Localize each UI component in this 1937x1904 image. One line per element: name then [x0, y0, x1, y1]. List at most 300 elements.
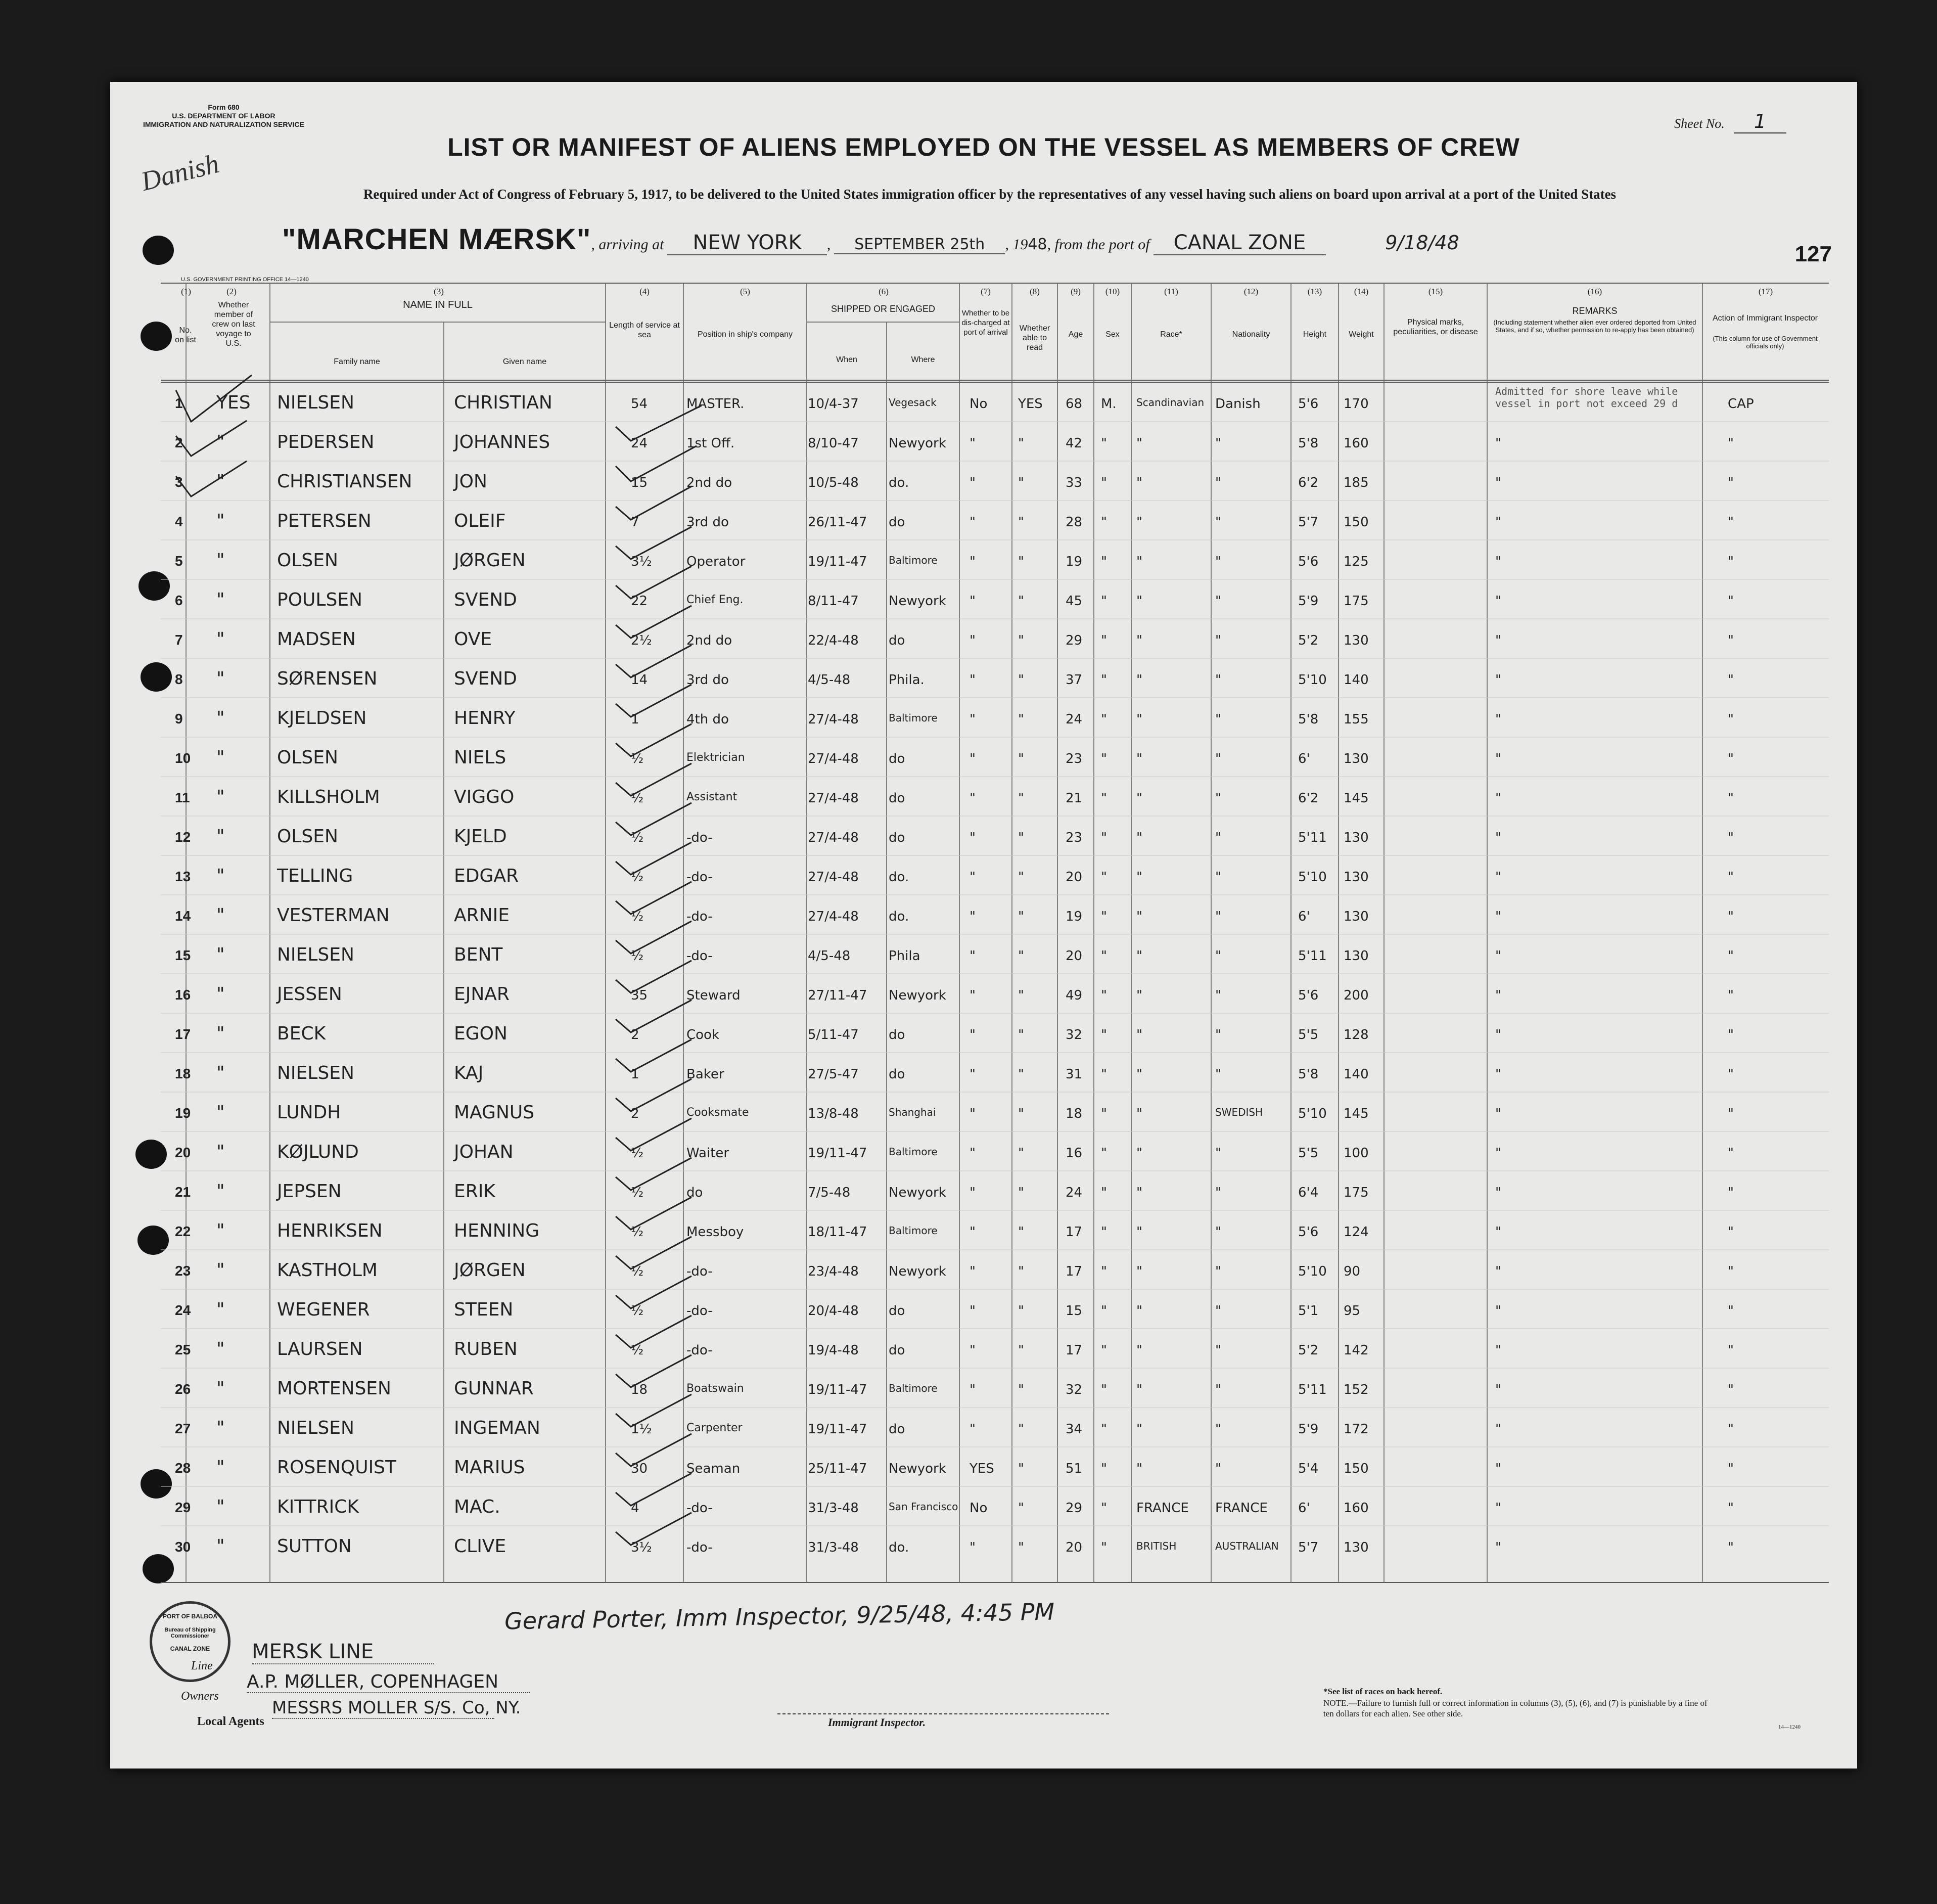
cell-disch: " — [970, 1146, 976, 1161]
cell-action: " — [1728, 475, 1734, 490]
cell-weight: 160 — [1344, 436, 1369, 451]
cell-when: 10/5-48 — [808, 475, 859, 490]
cell-given: MAC. — [454, 1497, 500, 1517]
cell-read: " — [1018, 1303, 1024, 1319]
cell-member: " — [216, 1418, 225, 1438]
cell-action: " — [1728, 988, 1734, 1003]
date-written: 9/18/48 — [1385, 232, 1459, 254]
cell-member: " — [216, 1102, 225, 1123]
cell-race: " — [1136, 1106, 1142, 1121]
cell-service: 1½ — [631, 1422, 652, 1437]
header-nationality: Nationality — [1232, 330, 1270, 339]
cell-no: 27 — [175, 1421, 191, 1436]
table-row — [110, 1329, 1857, 1368]
cell-member: " — [216, 787, 225, 807]
cell-nationality: " — [1215, 1146, 1221, 1161]
vessel-line: "MARCHEN MÆRSK", arriving at NEW YORK , SEPTEMBER 25th , 1948, from the port of CANAL ZONE 9/18/48 — [282, 223, 1459, 256]
cell-position: -do- — [686, 1343, 713, 1358]
cell-family: BECK — [277, 1023, 326, 1044]
cell-family: NIELSEN — [277, 944, 354, 965]
cell-when: 20/4-48 — [808, 1303, 859, 1319]
cell-no: 3 — [175, 474, 183, 490]
agents-label: Local Agents — [197, 1715, 264, 1728]
cell-no: 12 — [175, 829, 191, 845]
cell-when: 19/4-48 — [808, 1343, 859, 1358]
page-title: LIST OR MANIFEST OF ALIENS EMPLOYED ON THE VESSEL AS MEMBERS OF CREW — [447, 133, 1520, 161]
table-row — [110, 1092, 1857, 1131]
cell-race: " — [1136, 988, 1142, 1003]
header-race: Race* — [1160, 330, 1182, 339]
cell-read: " — [1018, 1422, 1024, 1437]
cell-race: " — [1136, 1225, 1142, 1240]
table-row — [110, 422, 1857, 461]
cell-when: 31/3-48 — [808, 1501, 859, 1516]
cell-member: " — [216, 1220, 225, 1241]
cell-remarks: " — [1495, 1461, 1501, 1476]
cell-member: " — [216, 629, 225, 650]
cell-age: 28 — [1066, 515, 1083, 530]
cell-when: 25/11-47 — [808, 1461, 867, 1476]
table-row — [110, 1447, 1857, 1486]
sheet-value: 1 — [1734, 110, 1786, 133]
colnum-13: (13) — [1307, 287, 1322, 296]
cell-nationality: " — [1215, 1027, 1221, 1042]
cell-nationality: AUSTRALIAN — [1215, 1540, 1279, 1552]
cell-where: Newyork — [889, 1185, 946, 1200]
cell-member: " — [216, 1457, 225, 1478]
cell-nationality: " — [1215, 712, 1221, 727]
cell-service: ½ — [631, 1146, 644, 1161]
cell-height: 5'1 — [1298, 1303, 1319, 1319]
cell-where: Baltimore — [889, 1146, 938, 1158]
cell-no: 14 — [175, 908, 191, 924]
cell-weight: 170 — [1344, 396, 1369, 412]
cell-where: Phila. — [889, 672, 925, 688]
cell-service: 18 — [631, 1382, 648, 1397]
cell-no: 9 — [175, 711, 183, 727]
cell-action: " — [1728, 1501, 1734, 1516]
cell-where: Shanghai — [889, 1106, 936, 1118]
cell-disch: " — [970, 751, 976, 766]
cell-sex: " — [1101, 751, 1107, 766]
cell-read: " — [1018, 436, 1024, 451]
cell-weight: 150 — [1344, 515, 1369, 530]
cell-family: KILLSHOLM — [277, 787, 380, 807]
cell-no: 4 — [175, 514, 183, 529]
table-row — [110, 737, 1857, 777]
cell-where: Baltimore — [889, 712, 938, 724]
table-row — [110, 895, 1857, 934]
cell-where: Newyork — [889, 1461, 946, 1476]
cell-nationality: " — [1215, 1225, 1221, 1240]
table-row — [110, 1368, 1857, 1408]
cell-disch: " — [970, 791, 976, 806]
cell-age: 23 — [1066, 830, 1083, 845]
cell-no: 19 — [175, 1105, 191, 1121]
colnum-5: (5) — [740, 287, 750, 296]
cell-sex: " — [1101, 870, 1107, 885]
cell-sex: " — [1101, 1225, 1107, 1240]
cell-weight: 130 — [1344, 870, 1369, 885]
cell-service: 54 — [631, 396, 648, 412]
cell-age: 24 — [1066, 1185, 1083, 1200]
cell-family: OLSEN — [277, 747, 338, 768]
header-remarks-sub: (Including statement whether alien ever ordered deported from United States, and if so, whether permission to re-apply has been obtained) — [1493, 319, 1696, 334]
cell-sex: " — [1101, 1501, 1107, 1516]
cell-family: KJELDSEN — [277, 708, 367, 729]
cell-position: do — [686, 1185, 703, 1200]
cell-action: " — [1728, 1106, 1734, 1121]
cell-race: " — [1136, 870, 1142, 885]
cell-member: " — [216, 590, 225, 610]
colnum-17: (17) — [1758, 287, 1773, 296]
cell-action: " — [1728, 870, 1734, 885]
cell-weight: 185 — [1344, 475, 1369, 490]
cell-sex: " — [1101, 633, 1107, 648]
cell-age: 21 — [1066, 791, 1083, 806]
cell-sex: " — [1101, 948, 1107, 964]
cell-when: 18/11-47 — [808, 1225, 867, 1240]
cell-weight: 152 — [1344, 1382, 1369, 1397]
cell-race: " — [1136, 1027, 1142, 1042]
cell-action: " — [1728, 554, 1734, 569]
cell-family: KITTRICK — [277, 1497, 359, 1517]
cell-height: 5'9 — [1298, 1422, 1319, 1437]
cell-action: " — [1728, 948, 1734, 964]
cell-age: 20 — [1066, 870, 1083, 885]
cell-disch: " — [970, 830, 976, 845]
cell-disch: " — [970, 1225, 976, 1240]
table-row — [110, 1171, 1857, 1210]
cell-service: ½ — [631, 830, 644, 845]
cell-given: JØRGEN — [454, 1260, 526, 1281]
cell-disch: No — [970, 396, 988, 412]
colnum-10: (10) — [1105, 287, 1120, 296]
cell-when: 27/4-48 — [808, 870, 859, 885]
table-row — [110, 1250, 1857, 1289]
cell-height: 5'10 — [1298, 1264, 1327, 1279]
cell-position: 3rd do — [686, 515, 729, 530]
cell-action: " — [1728, 1225, 1734, 1240]
cell-remarks: " — [1495, 672, 1501, 688]
cell-member: " — [216, 471, 225, 492]
cell-family: LUNDH — [277, 1102, 341, 1123]
cell-remarks: " — [1495, 633, 1501, 648]
table-row — [110, 382, 1857, 422]
cell-sex: " — [1101, 1303, 1107, 1319]
cell-height: 5'6 — [1298, 1225, 1319, 1240]
cell-no: 2 — [175, 435, 183, 450]
owners-value: A.P. MØLLER, COPENHAGEN — [247, 1671, 530, 1693]
agency-line2: IMMIGRATION AND NATURALIZATION SERVICE — [143, 120, 304, 128]
cell-member: " — [216, 944, 225, 965]
cell-remarks: " — [1495, 988, 1501, 1003]
owners-label: Owners — [181, 1690, 219, 1703]
cell-disch: " — [970, 1303, 976, 1319]
danish-annotation: Danish — [138, 148, 222, 197]
cell-age: 32 — [1066, 1382, 1083, 1397]
cell-nationality: Danish — [1215, 396, 1261, 412]
cell-race: " — [1136, 948, 1142, 964]
cell-weight: 95 — [1344, 1303, 1361, 1319]
cell-given: INGEMAN — [454, 1418, 540, 1438]
cell-where: do. — [889, 1540, 909, 1555]
cell-weight: 130 — [1344, 909, 1369, 924]
cell-when: 13/8-48 — [808, 1106, 859, 1121]
cell-family: NIELSEN — [277, 1418, 354, 1438]
cell-sex: " — [1101, 830, 1107, 845]
header-member: Whether member of crew on last voyage to U.S. — [212, 301, 255, 348]
cell-given: EJNAR — [454, 984, 510, 1005]
cell-weight: 130 — [1344, 1540, 1369, 1555]
table-row — [110, 1210, 1857, 1250]
cell-weight: 200 — [1344, 988, 1369, 1003]
table-row — [110, 974, 1857, 1013]
table-row — [110, 619, 1857, 658]
cell-age: 23 — [1066, 751, 1083, 766]
cell-family: PETERSEN — [277, 511, 372, 531]
header-sex: Sex — [1105, 330, 1120, 339]
cell-sex: " — [1101, 909, 1107, 924]
cell-height: 5'8 — [1298, 1067, 1319, 1082]
cell-where: Baltimore — [889, 1225, 938, 1237]
cell-remarks: " — [1495, 1540, 1501, 1555]
cell-no: 17 — [175, 1026, 191, 1042]
cell-disch: " — [970, 870, 976, 885]
cell-nationality: " — [1215, 554, 1221, 569]
cell-race: " — [1136, 830, 1142, 845]
colnum-9: (9) — [1071, 287, 1081, 296]
cell-service: 1 — [631, 712, 639, 727]
agents-value: MESSRS MOLLER S/S. Co, NY. — [272, 1698, 521, 1718]
cell-given: JOHANNES — [454, 432, 550, 452]
cell-action: " — [1728, 1422, 1734, 1437]
cell-given: KAJ — [454, 1063, 484, 1083]
line-value: MERSK LINE — [252, 1640, 434, 1664]
cell-nationality: " — [1215, 633, 1221, 648]
stamp-line2: Bureau of Shipping Commissioner — [164, 1627, 216, 1639]
cell-read: YES — [1018, 396, 1043, 412]
cell-age: 17 — [1066, 1225, 1083, 1240]
cell-nationality: FRANCE — [1215, 1501, 1268, 1516]
cell-remarks: " — [1495, 909, 1501, 924]
cell-weight: 125 — [1344, 554, 1369, 569]
cell-race: " — [1136, 1264, 1142, 1279]
cell-service: 4 — [631, 1501, 639, 1516]
cell-action: " — [1728, 751, 1734, 766]
table-row — [110, 579, 1857, 619]
cell-family: SØRENSEN — [277, 668, 378, 689]
cell-race: " — [1136, 436, 1142, 451]
table-row — [110, 934, 1857, 974]
cell-service: 3½ — [631, 554, 652, 569]
header-family: Family name — [334, 357, 380, 366]
cell-action: " — [1728, 1264, 1734, 1279]
cell-position: Waiter — [686, 1146, 729, 1161]
header-service: Length of service at sea — [609, 321, 680, 339]
cell-remarks: " — [1495, 1501, 1501, 1516]
cell-age: 33 — [1066, 475, 1083, 490]
cell-member: " — [216, 747, 225, 768]
cell-member: " — [216, 668, 225, 689]
cell-no: 18 — [175, 1066, 191, 1081]
cell-sex: " — [1101, 1461, 1107, 1476]
cell-given: NIELS — [454, 747, 506, 768]
cell-family: NIELSEN — [277, 1063, 354, 1083]
cell-read: " — [1018, 475, 1024, 490]
cell-when: 26/11-47 — [808, 515, 867, 530]
cell-service: 2½ — [631, 633, 652, 648]
table-row — [110, 658, 1857, 698]
inspector-signature: Gerard Porter, Imm Inspector, 9/25/48, 4:45 PM — [504, 1598, 1055, 1635]
cell-height: 6' — [1298, 1501, 1310, 1516]
cell-family: JESSEN — [277, 984, 342, 1005]
cell-race: " — [1136, 712, 1142, 727]
colnum-7: (7) — [981, 287, 991, 296]
cell-service: ½ — [631, 1225, 644, 1240]
cell-weight: 130 — [1344, 751, 1369, 766]
cell-remarks: " — [1495, 870, 1501, 885]
cell-when: 27/11-47 — [808, 988, 867, 1003]
cell-when: 8/10-47 — [808, 436, 859, 451]
cell-given: ERIK — [454, 1181, 495, 1202]
cell-age: 32 — [1066, 1027, 1083, 1042]
cell-service: 22 — [631, 594, 648, 609]
cell-family: OLSEN — [277, 826, 338, 847]
table-row — [110, 816, 1857, 855]
cell-sex: " — [1101, 712, 1107, 727]
cell-position: 1st Off. — [686, 436, 735, 451]
cell-age: 49 — [1066, 988, 1083, 1003]
colnum-2: (2) — [226, 287, 237, 296]
cell-nationality: " — [1215, 909, 1221, 924]
requirement-text: Required under Act of Congress of February 5, 1917, to be delivered to the United States immigration officer by the representatives of any vessel having such aliens on board upon arrival at a port of the United States — [363, 187, 1617, 202]
cell-sex: " — [1101, 1540, 1107, 1555]
cell-read: " — [1018, 1106, 1024, 1121]
cell-race: " — [1136, 1067, 1142, 1082]
cell-nationality: " — [1215, 751, 1221, 766]
cell-member: " — [216, 866, 225, 886]
cell-no: 7 — [175, 632, 183, 648]
cell-when: 19/11-47 — [808, 554, 867, 569]
from-port: CANAL ZONE — [1154, 231, 1326, 255]
cell-family: OLSEN — [277, 550, 338, 571]
cell-remarks: " — [1495, 1264, 1501, 1279]
cell-no: 22 — [175, 1223, 191, 1239]
cell-disch: " — [970, 988, 976, 1003]
header-physical: Physical marks, peculiarities, or disease — [1393, 318, 1478, 336]
cell-position: 3rd do — [686, 672, 729, 688]
cell-read: " — [1018, 1501, 1024, 1516]
cell-position: Operator — [686, 554, 746, 569]
cell-read: " — [1018, 712, 1024, 727]
cell-action: " — [1728, 1146, 1734, 1161]
cell-when: 27/4-48 — [808, 909, 859, 924]
cell-position: -do- — [686, 1264, 713, 1279]
cell-race: " — [1136, 672, 1142, 688]
cell-service: 2 — [631, 1027, 639, 1042]
cell-race: " — [1136, 1343, 1142, 1358]
cell-remarks: " — [1495, 515, 1501, 530]
cell-race: " — [1136, 475, 1142, 490]
cell-position: -do- — [686, 1303, 713, 1319]
cell-position: -do- — [686, 830, 713, 845]
year-prefix: , 19 — [1005, 236, 1028, 253]
cell-age: 37 — [1066, 672, 1083, 688]
cell-action: " — [1728, 1382, 1734, 1397]
cell-given: OLEIF — [454, 511, 506, 531]
cell-when: 19/11-47 — [808, 1422, 867, 1437]
form-code: 14—1240 — [1778, 1724, 1801, 1730]
cell-member: " — [216, 984, 225, 1005]
sheet-label: Sheet No. — [1674, 116, 1725, 131]
cell-height: 5'4 — [1298, 1461, 1319, 1476]
cell-service: ½ — [631, 1343, 644, 1358]
cell-action: " — [1728, 1185, 1734, 1200]
year-suffix: 48 — [1028, 236, 1047, 253]
cell-height: 6' — [1298, 751, 1310, 766]
cell-position: Elektrician — [686, 751, 745, 764]
cell-nationality: " — [1215, 594, 1221, 609]
cell-nationality: " — [1215, 1185, 1221, 1200]
cell-remarks: " — [1495, 1185, 1501, 1200]
cell-where: San Francisco — [889, 1501, 958, 1513]
cell-service: ½ — [631, 1185, 644, 1200]
cell-action: " — [1728, 1461, 1734, 1476]
cell-read: " — [1018, 988, 1024, 1003]
cell-family: MADSEN — [277, 629, 356, 650]
cell-age: 16 — [1066, 1146, 1083, 1161]
cell-remarks: " — [1495, 751, 1501, 766]
cell-nationality: " — [1215, 948, 1221, 964]
cell-weight: 90 — [1344, 1264, 1361, 1279]
cell-read: " — [1018, 948, 1024, 964]
cell-remarks: " — [1495, 1225, 1501, 1240]
cell-height: 5'9 — [1298, 594, 1319, 609]
header-when: When — [836, 355, 857, 364]
cell-position: Carpenter — [686, 1422, 743, 1434]
cell-given: MAGNUS — [454, 1102, 535, 1123]
cell-no: 11 — [175, 790, 190, 805]
cell-weight: 128 — [1344, 1027, 1369, 1042]
cell-where: Newyork — [889, 436, 946, 451]
cell-height: 5'2 — [1298, 1343, 1319, 1358]
page-counter: 127 — [1794, 242, 1832, 266]
cell-read: " — [1018, 1540, 1024, 1555]
header-remarks: REMARKS — [1572, 306, 1618, 316]
cell-sex: " — [1101, 515, 1107, 530]
cell-no: 30 — [175, 1539, 191, 1555]
cell-where: Baltimore — [889, 554, 938, 566]
cell-no: 21 — [175, 1184, 191, 1200]
cell-read: " — [1018, 633, 1024, 648]
cell-nationality: " — [1215, 1303, 1221, 1319]
cell-no: 13 — [175, 869, 191, 884]
cell-height: 6' — [1298, 909, 1310, 924]
cell-disch: " — [970, 1185, 976, 1200]
cell-sex: " — [1101, 672, 1107, 688]
cell-where: Newyork — [889, 1264, 946, 1279]
cell-service: 1 — [631, 1067, 639, 1082]
cell-disch: " — [970, 1343, 976, 1358]
cell-age: 20 — [1066, 1540, 1083, 1555]
cell-sex: " — [1101, 1146, 1107, 1161]
cell-given: KJELD — [454, 826, 507, 847]
table-row — [110, 1013, 1857, 1053]
cell-where: do — [889, 633, 905, 648]
table-row — [110, 1289, 1857, 1329]
cell-nationality: " — [1215, 672, 1221, 688]
